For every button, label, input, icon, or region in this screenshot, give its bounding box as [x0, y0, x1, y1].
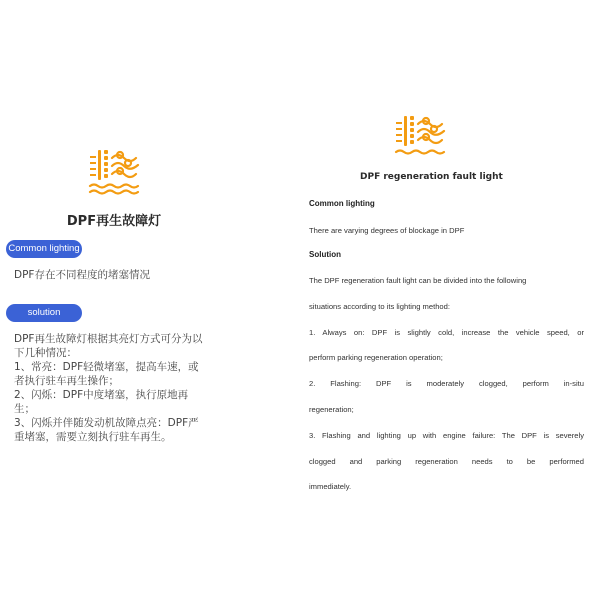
solution-badge: solution — [6, 304, 82, 322]
dpf-fault-light-icon — [84, 146, 148, 196]
right-solution-line: immediately. — [309, 482, 352, 492]
right-solution-line: The DPF regeneration fault light can be divided into the following — [309, 276, 527, 285]
right-solution-text — [309, 275, 584, 507]
left-solution-line: 3、闪烁并伴随发动机故障点亮：DPF严 — [14, 417, 199, 429]
left-solution-line: 下几种情况： — [14, 347, 77, 359]
right-solution-line: regeneration; — [309, 404, 354, 414]
right-solution-line: 3. Flashing and lighting up with engine failure: The DPF is severely — [309, 430, 584, 440]
chinese-info-panel — [0, 0, 228, 600]
left-common-line: DPF存在不同程度的堵塞情况 — [14, 269, 150, 281]
left-common-text — [14, 268, 228, 282]
common-lighting-badge: Common lighting — [6, 240, 82, 258]
common-lighting-heading: Common lighting — [309, 199, 375, 208]
left-solution-line: 2、闪烁：DPF中度堵塞，执行原地再 — [14, 389, 189, 401]
right-page-title: DPF regeneration fault light — [360, 172, 503, 182]
left-solution-line: 1、常亮：DPF轻微堵塞，提高车速，或 — [14, 361, 199, 373]
right-solution-line: 2. Flashing: DPF is moderately clogged, perform in-situ — [309, 379, 584, 389]
dpf-icon-graphic — [390, 112, 454, 162]
left-solution-line: 生； — [14, 403, 35, 415]
dpf-fault-light-icon — [390, 112, 454, 162]
right-solution-line: situations according to its lighting method: — [309, 301, 450, 311]
left-solution-line: DPF再生故障灯根据其亮灯方式可分为以 — [14, 333, 203, 345]
right-common-text: There are varying degrees of blockage in DPF — [309, 226, 465, 235]
right-solution-line: clogged and parking regeneration needs to be performed — [309, 456, 584, 466]
left-page-title: DPF再生故障灯 — [66, 214, 162, 229]
solution-heading: Solution — [309, 250, 341, 259]
dpf-icon-graphic — [84, 146, 148, 196]
left-solution-line: 者执行驻车再生操作； — [14, 375, 119, 387]
right-solution-line: 1. Always on: DPF is slightly cold, increase the vehicle speed, or — [309, 327, 584, 337]
left-solution-text — [14, 332, 228, 444]
right-solution-line: perform parking regeneration operation; — [309, 353, 443, 363]
left-solution-line: 重堵塞，需要立刻执行驻车再生。 — [14, 431, 172, 443]
